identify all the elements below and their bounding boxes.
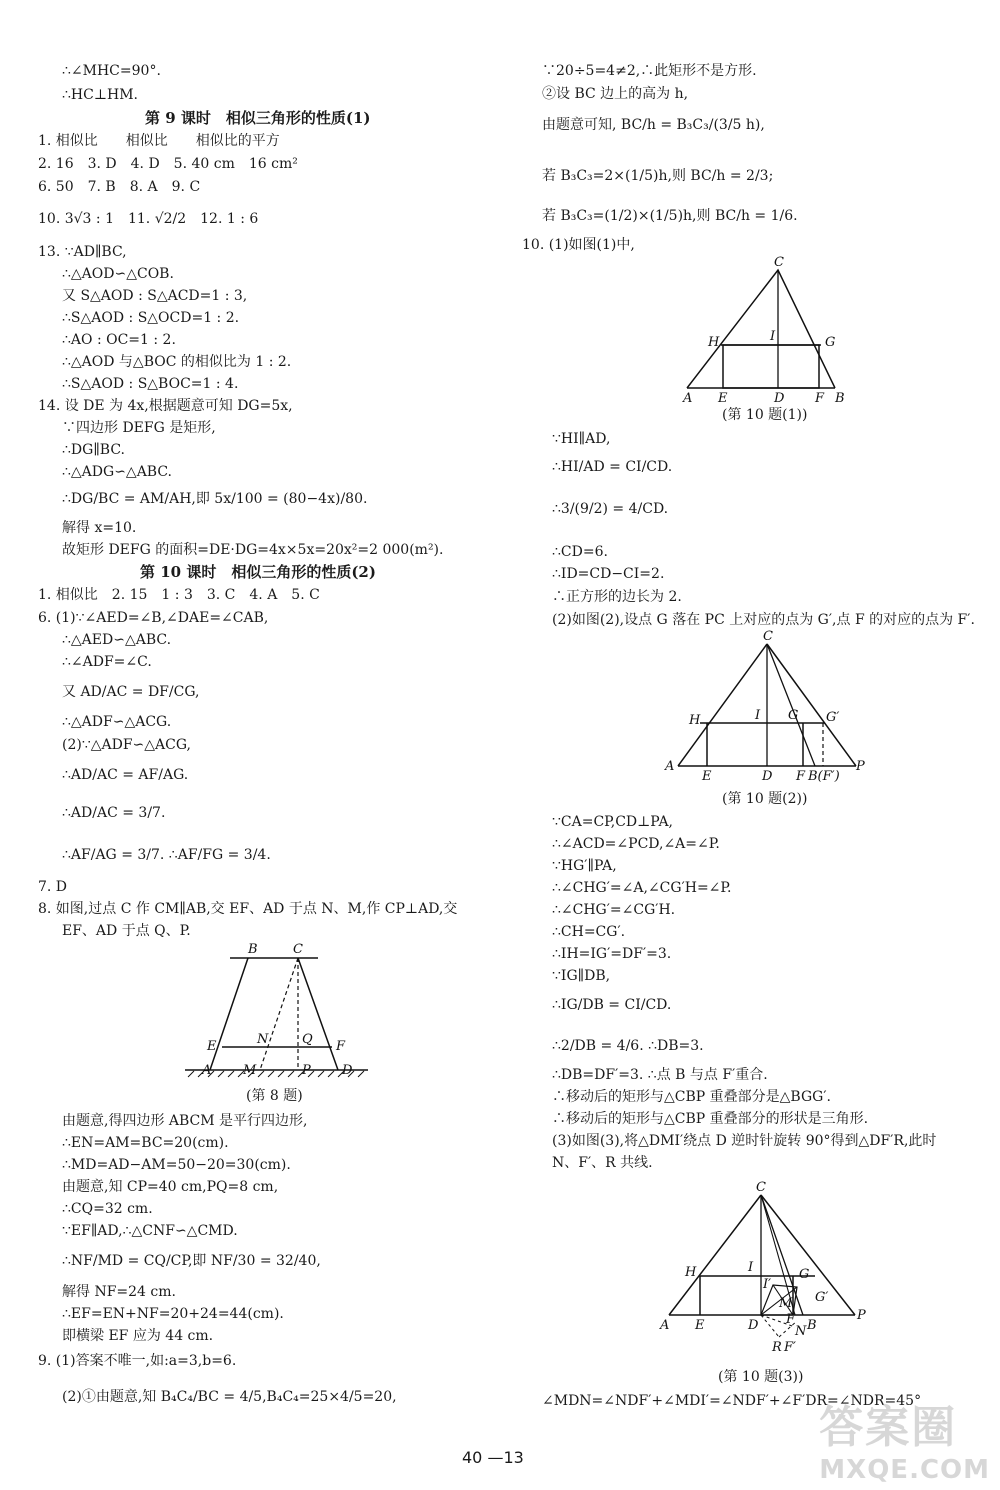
fig-label: D: [774, 391, 785, 404]
fig-label: G′: [826, 710, 840, 725]
text-line: 又 S△AOD : S△ACD=1 : 3,: [62, 288, 248, 304]
text-line: ∴DG/BC = AM/AH,即 5x/100 = (80−4x)/80.: [62, 491, 368, 507]
watermark-logo: [819, 1391, 990, 1485]
fig-label: C: [756, 1180, 766, 1195]
text-line: ∴∠ACD=∠PCD,∠A=∠P.: [552, 836, 720, 852]
text-line: 若 B₃C₃=2×(1/5)h,则 BC/h = 2/3;: [542, 168, 774, 184]
text-line: ∴DG∥BC.: [62, 442, 125, 458]
text-line: ∴S△AOD : S△BOC=1 : 4.: [62, 376, 239, 392]
text-line: 又 AD/AC = DF/CG,: [62, 684, 200, 700]
answer-line: 10. 3√3 : 1 11. √2/2 12. 1 : 6: [38, 211, 259, 227]
figure-caption: (第 10 题(1)): [722, 407, 808, 423]
section-heading-10: 第 10 课时 相似三角形的性质(2): [140, 563, 376, 581]
fig-label: E: [207, 1039, 217, 1054]
text-line: ∴ID=CD−CI=2.: [552, 566, 665, 582]
text-line: ∴移动后的矩形与△CBP 重叠部分是△BGG′.: [552, 1089, 831, 1105]
figure-10-3-diagram: [655, 1175, 875, 1360]
fig-label: B(F′): [808, 769, 840, 784]
text-line: ∴∠ADF=∠C.: [62, 654, 152, 670]
text-line: ∵IG∥DB,: [552, 968, 611, 984]
fig-label: H: [689, 713, 701, 728]
figure-10-2-diagram: [660, 624, 870, 786]
text-line: ∴△AED∽△ABC.: [62, 632, 172, 648]
answer-line: 2. 16 3. D 4. D 5. 40 cm 16 cm²: [38, 156, 298, 172]
figure-caption: (第 8 题): [246, 1088, 303, 1104]
text-line: ∴EN=AM=BC=20(cm).: [62, 1135, 229, 1151]
text-line: 若 B₃C₃=(1/2)×(1/5)h,则 BC/h = 1/6.: [542, 208, 798, 224]
fig-label: N: [795, 1324, 807, 1339]
text-line: ∵四边形 DEFG 是矩形,: [62, 420, 216, 436]
text-line: ∴正方形的边长为 2.: [552, 589, 682, 605]
text-line: ∵HI∥AD,: [552, 431, 611, 447]
text-line: ∴NF/MD = CQ/CP,即 NF/30 = 32/40,: [62, 1253, 321, 1269]
text-line: ∴△ADG∽△ABC.: [62, 464, 173, 480]
text-line: 9. (1)答案不唯一,如:a=3,b=6.: [38, 1353, 237, 1369]
fig-label: G: [799, 1267, 810, 1282]
text-line: ②设 BC 边上的高为 h,: [542, 86, 689, 102]
fig-label: P: [302, 1063, 311, 1078]
fig-label: I: [755, 708, 761, 723]
text-line: 14. 设 DE 为 4x,根据题意可知 DG=5x,: [38, 398, 293, 414]
text-line: ∴HI/AD = CI/CD.: [552, 459, 673, 475]
text-line: ∵HG′∥PA,: [552, 858, 617, 874]
fig-label: F: [786, 1312, 796, 1327]
text-line: ∴EF=EN+NF=20+24=44(cm).: [62, 1306, 284, 1322]
text-line: ∴AF/AG = 3/7. ∴AF/FG = 3/4.: [62, 847, 271, 863]
text-line: 故矩形 DEFG 的面积=DE·DG=4x×5x=20x²=2 000(m²).: [62, 542, 444, 558]
text-line: ∴MD=AD−AM=50−20=30(cm).: [62, 1157, 291, 1173]
fig-label: F: [336, 1039, 346, 1054]
fig-label: F: [815, 391, 825, 404]
fig-label: I: [770, 329, 776, 344]
fig-label: B: [835, 391, 845, 404]
fig-label: A: [202, 1063, 212, 1078]
fig-label: G′: [815, 1290, 829, 1305]
watermark-url: MXQE.COM: [819, 1455, 990, 1485]
fig-label: D: [762, 769, 773, 784]
text-line: (2)如图(2),设点 G 落在 PC 上对应的点为 G′,点 F 的对应的点为 F′.: [552, 612, 975, 628]
text-line: N、F′、R 共线.: [552, 1155, 653, 1171]
text-line: ∴DB=DF′=3. ∴点 B 与点 F′重合.: [552, 1067, 768, 1083]
answer-line: 1. 相似比 2. 15 1 : 3 3. C 4. A 5. C: [38, 587, 320, 603]
text-line: ∴HC⊥HM.: [62, 87, 138, 103]
text-line: ∴CQ=32 cm.: [62, 1201, 153, 1217]
fig-label: C: [774, 255, 784, 270]
fig-label: I: [748, 1260, 754, 1275]
text-line: ∴IG/DB = CI/CD.: [552, 997, 672, 1013]
text-line: ∴AD/AC = 3/7.: [62, 805, 166, 821]
text-line: 6. (1)∵∠AED=∠B,∠DAE=∠CAB,: [38, 610, 269, 626]
fig-label: I′: [763, 1277, 772, 1292]
fig-label: A: [683, 391, 693, 404]
text-line: 8. 如图,过点 C 作 CM∥AB,交 EF、AD 于点 N、M,作 CP⊥AD,交: [38, 901, 458, 917]
fig-label: C: [763, 629, 773, 644]
text-line: ∴AD/AC = AF/AG.: [62, 767, 189, 783]
fig-label: B: [807, 1318, 817, 1333]
text-line: ∴△AOD∽△COB.: [62, 266, 174, 282]
fig-label: G: [788, 708, 799, 723]
text-line: (2)①由题意,知 B₄C₄/BC = 4/5,B₄C₄=25×4/5=20,: [62, 1389, 397, 1405]
text-line: ∵20÷5=4≠2,∴此矩形不是方形.: [542, 63, 757, 79]
text-line: ∠MDN=∠NDF′+∠MDI′=∠NDF′+∠F′DR=∠NDR=45°: [542, 1393, 922, 1409]
text-line: EF、AD 于点 Q、P.: [62, 923, 191, 939]
fig-label: Q: [302, 1032, 313, 1047]
text-line: ∴2/DB = 4/6. ∴DB=3.: [552, 1038, 704, 1054]
text-line: 解得 NF=24 cm.: [62, 1284, 176, 1300]
figure-caption: (第 10 题(3)): [718, 1369, 804, 1385]
fig-label: P: [857, 1308, 866, 1323]
fig-label: R: [772, 1340, 782, 1355]
fig-label: M: [779, 1296, 793, 1311]
text-line: ∴AO : OC=1 : 2.: [62, 332, 176, 348]
fig-label: E: [702, 769, 712, 784]
fig-label: D: [748, 1318, 759, 1333]
text-line: (3)如图(3),将△DMI′绕点 D 逆时针旋转 90°得到△DF′R,此时: [552, 1133, 937, 1149]
fig-label: D: [342, 1063, 353, 1078]
fig-label: E: [695, 1318, 705, 1333]
fig-label: M: [243, 1063, 257, 1078]
fig-label: H: [708, 335, 720, 350]
text-line: ∴移动后的矩形与△CBP 重叠部分的形状是三角形.: [552, 1111, 869, 1127]
text-line: ∴3/(9/2) = 4/CD.: [552, 501, 669, 517]
fig-label: N: [257, 1032, 269, 1047]
text-line: ∵CA=CP,CD⊥PA,: [552, 814, 674, 830]
text-line: ∴∠CHG′=∠A,∠CG′H=∠P.: [552, 880, 732, 896]
fig-label: P: [856, 759, 865, 774]
page-number: 40 —13: [462, 1448, 524, 1467]
text-line: ∴∠MHC=90°.: [62, 63, 161, 79]
text-line: ∵EF∥AD,∴△CNF∽△CMD.: [62, 1223, 238, 1239]
fig-label: C: [293, 942, 303, 957]
text-line: 13. ∵AD∥BC,: [38, 244, 127, 260]
fig-label: B: [248, 942, 258, 957]
fig-label: F′: [784, 1340, 796, 1355]
text-line: 7. D: [38, 879, 68, 895]
answer-line: 1. 相似比 相似比 相似比的平方: [38, 133, 280, 149]
fig-label: G: [825, 335, 836, 350]
section-heading-9: 第 9 课时 相似三角形的性质(1): [145, 109, 371, 127]
fig-label: A: [665, 759, 675, 774]
fig-label: E: [718, 391, 728, 404]
answer-line: 6. 50 7. B 8. A 9. C: [38, 179, 201, 195]
text-line: 由题意,得四边形 ABCM 是平行四边形,: [62, 1113, 308, 1129]
text-line: ∴IH=IG′=DF′=3.: [552, 946, 672, 962]
figure-10-1-diagram: [675, 252, 855, 404]
text-line: 解得 x=10.: [62, 520, 137, 536]
text-line: ∴△AOD 与△BOC 的相似比为 1 : 2.: [62, 354, 292, 370]
text-line: 10. (1)如图(1)中,: [522, 237, 635, 253]
text-line: ∴△ADF∽△ACG.: [62, 714, 172, 730]
text-line: 即横梁 EF 应为 44 cm.: [62, 1328, 214, 1344]
text-line: ∴∠CHG′=∠CG′H.: [552, 902, 676, 918]
text-line: ∴S△AOD : S△OCD=1 : 2.: [62, 310, 240, 326]
figure-caption: (第 10 题(2)): [722, 791, 808, 807]
figure-8-diagram: [180, 940, 380, 1085]
text-line: 由题意,知 CP=40 cm,PQ=8 cm,: [62, 1179, 279, 1195]
watermark-text: 答案圈: [819, 1402, 958, 1453]
text-line: 由题意可知, BC/h = B₃C₃/(3/5 h),: [542, 117, 765, 133]
fig-label: F: [796, 769, 806, 784]
fig-label: H: [685, 1265, 697, 1280]
text-line: ∴CD=6.: [552, 544, 608, 560]
text-line: ∴CH=CG′.: [552, 924, 626, 940]
text-line: (2)∵△ADF∽△ACG,: [62, 737, 192, 753]
fig-label: A: [660, 1318, 670, 1333]
